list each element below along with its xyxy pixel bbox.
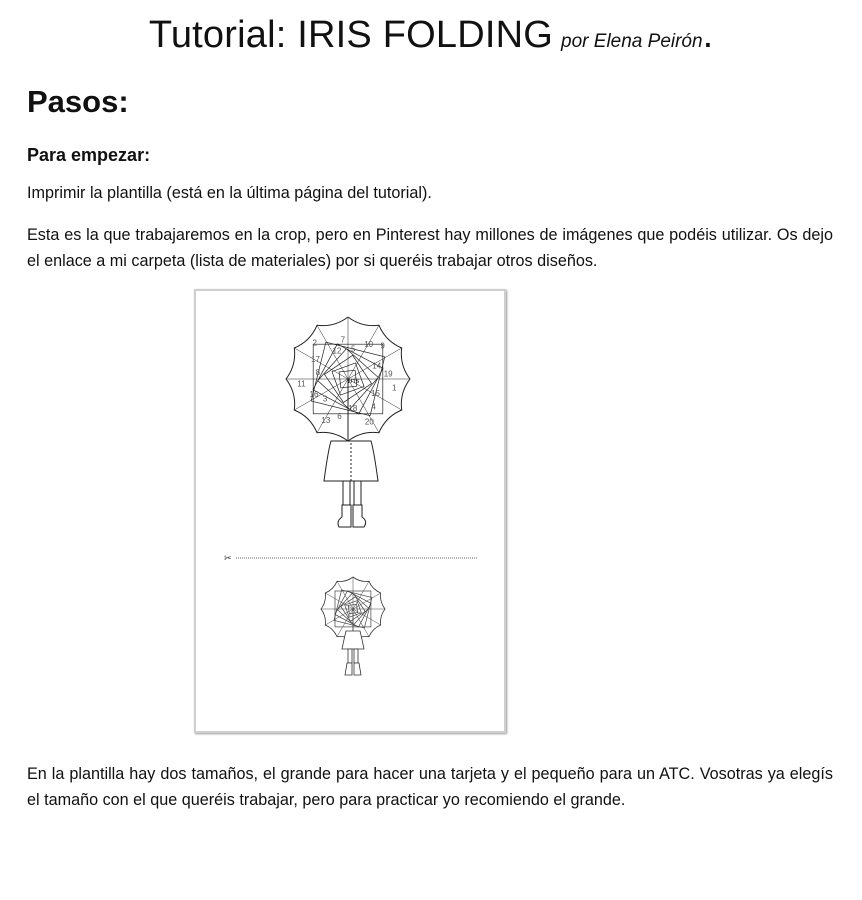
template-number: 20 [364,417,374,427]
template-number: 15 [371,388,381,398]
small-umbrella-figure [321,577,385,675]
template-number: 13 [321,415,331,425]
template-drawing [196,291,504,731]
title-end: . [702,14,714,56]
small-right-leg [354,649,358,663]
template-number: 2 [312,338,317,348]
template-number: 19 [383,369,393,379]
small-left-leg [348,649,352,663]
paragraph-crop-info: Esta es la que trabajaremos en la crop, pero en Pinterest hay millones de imágenes que podéis utilizar. Os dejo el enlace a mi carpeta (lista de materiales) por si queréis trabajar otros diseños. [27,226,833,270]
template-number: 11 [297,379,306,389]
template-number: 10 [364,340,374,349]
template-number: 12 [332,346,342,356]
large-umbrella-figure [286,317,410,527]
template-number: 14 [372,361,382,371]
template-number: 16 [309,390,319,400]
template-number: 6 [337,412,342,422]
template-number: 1 [392,383,397,393]
title-main: Tutorial: IRIS FOLDING [148,14,554,56]
small-right-boot [354,663,361,675]
paragraph-print-template: Imprimir la plantilla (está en la última página del tutorial). [27,184,432,202]
left-boot [338,505,351,527]
right-leg [354,481,361,505]
template-number: 8 [315,368,321,377]
small-left-boot [345,663,352,675]
title-byline: por Elena Peirón [561,31,703,52]
page-title [0,14,862,57]
paragraph-sizes: En la plantilla hay dos tamaños, el grande para hacer una tarjeta y el pequeño para un ATC. Vosotras ya elegís el tamaño con el que queréis trabajar, pero para practicar yo recomiendo el grande. [27,765,833,809]
template-number: 3 [322,394,328,404]
section-heading: Pasos: [27,84,129,119]
left-leg [343,481,350,505]
scissors-icon: ✂ [224,554,232,564]
template-number: 17 [311,354,320,364]
right-boot [353,505,366,527]
template-image [194,289,506,733]
template-number: 5 [351,344,356,354]
template-number: 9 [380,341,385,351]
iris-center-label: iris [348,377,360,385]
small-coat [342,631,364,649]
template-number: 7 [340,335,346,345]
section-subheading: Para empezar: [27,145,151,165]
template-number: 18 [348,403,358,413]
template-number: 4 [371,402,376,412]
